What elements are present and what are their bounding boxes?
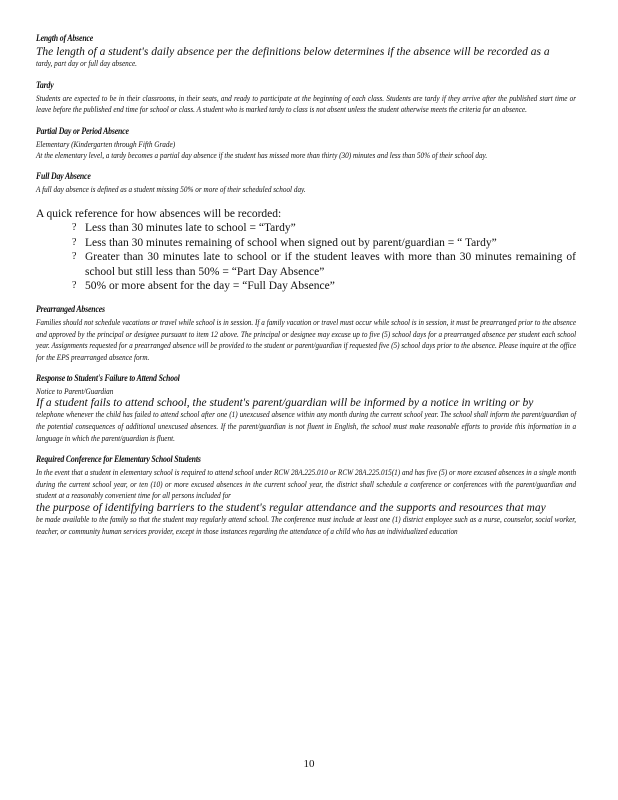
prearranged-text: Families should not schedule vacations or travel while school is in session. If a family vacation or travel must occur while school is in session, it must be prearranged prior to the absence and approved by the principal or designee pursuant to item 12 above. The principal or designee may excuse up to five (5) school days for a prearranged absence per student each school year. Assignments requested for a prearranged absence will be provided to the student or parent/guardian if requested five (5) school days prior to the absence. Please inquire at the office for the EPS prearranged absence form. [36,317,577,362]
quick-reference-item: ? Less than 30 minutes remaining of school when signed out by parent/guardian = “ Tardy” [72,236,497,249]
bullet-icon: ? [72,280,77,292]
conference-lead: the purpose of identifying barriers to the student's regular attendance and the supports and resources that may [36,501,546,514]
page-number: 10 [303,758,315,770]
bullet-icon: ? [72,222,77,234]
response-text: telephone whenever the child has failed to attend school after one (1) unexcused absence within any month during the current school year. The school shall inform the parent/guardian of the potential consequences of additional unexcused absences. If the parent/guardian is not fluent in English, the school must make reasonable efforts to provide this information in a language in which the parent/guardian is fluent. [36,410,577,443]
response-heading: Response to Student's Failure to Attend School [36,374,180,385]
document-page [36,34,576,537]
full-text: A full day absence is defined as a student missing 50% or more of their scheduled school day. [36,185,306,195]
bullet-icon: ? [72,236,77,248]
partial-subheading: Elementary (Kindergarten through Fifth Grade) [36,138,176,149]
tardy-text: Students are expected to be in their classrooms, in their seats, and ready to participate at the beginning of each class. Students are tardy if they arrive after the published start time or leave before the published end time for school or class. A student who is marked tardy to class is not absent unless the student otherwise meets the criteria for an absence. [36,93,577,115]
tardy-heading: Tardy [36,80,54,91]
quick-reference-item: ? Greater than 30 minutes late to school or if the student leaves with more than 30 minutes remaining of school but still less than 50% = “Part Day Absence” [72,251,576,278]
quick-reference-intro: A quick reference for how absences will be recorded: [36,207,282,220]
response-subheading: Notice to Parent/Guardian [36,386,114,397]
partial-heading: Partial Day or Period Absence [36,126,129,137]
quick-reference-item: ? Less than 30 minutes late to school = “Tardy” [72,222,296,235]
conference-text: In the event that a student in elementary school is required to attend school under RCW 28A.225.010 or RCW 28A.225.015(1) and has five (5) or more excused absences in a single month during the current school year, or ten (10) or more excused absences in the current school year, the district shall schedule a conference or conferences with the parent/guardian and student at a reasonably convenient time for all persons included for [36,468,577,501]
quick-reference-item: ? 50% or more absent for the day = “Full Day Absence” [72,280,335,293]
partial-text: At the elementary level, a tardy becomes a partial day absence if the student has missed more than thirty (30) minutes and less than 50% of their school day. [36,150,488,160]
response-lead: If a student fails to attend school, the student's parent/guardian will be informed by a notice in writing or by [36,397,534,410]
bullet-icon: ? [72,251,77,263]
conference-text-2: be made available to the family so that the student may regularly attend school. The conference must include at least one (1) district employee such as a nurse, counselor, social worker, teacher, or community human services provider, except in those instances regarding the attendance of a child who has an individualized education [36,514,577,536]
quick-reference-list [36,221,576,294]
full-heading: Full Day Absence [36,172,91,183]
conference-heading: Required Conference for Elementary School Students [36,455,201,466]
length-heading: Length of Absence [36,34,94,44]
length-lead: The length of a student's daily absence per the definitions below determines if the absence will be recorded as a [36,46,550,58]
length-text: tardy, part day or full day absence. [36,59,137,68]
prearranged-heading: Prearranged Absences [36,304,105,315]
